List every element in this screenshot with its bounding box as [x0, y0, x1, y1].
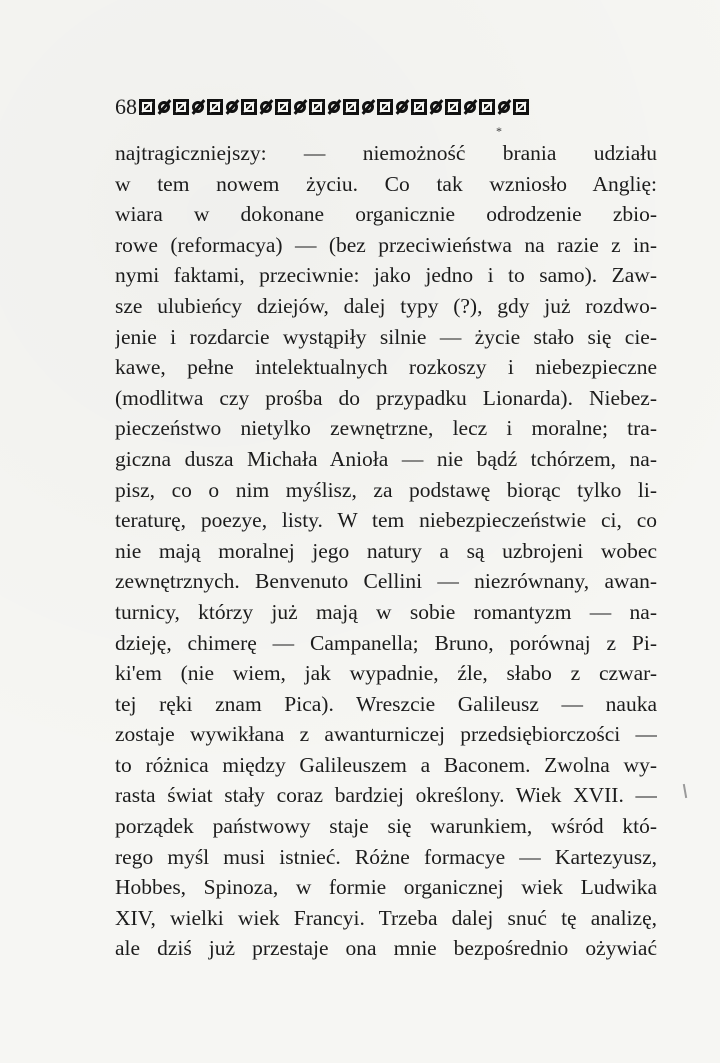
text-line: najtragiczniejszy: — niemożność brania udziału: [115, 141, 657, 165]
text-line: porządek państwowy staje się warunkiem, wśród któ-: [115, 814, 657, 839]
body-text: [115, 138, 657, 964]
box-ornament-icon: [309, 99, 325, 115]
slash-ornament-icon: [497, 99, 511, 115]
slash-ornament-icon: [463, 99, 477, 115]
page-number: 68: [115, 94, 137, 119]
text-line: pieczeństwo nietylko zewnętrzne, lecz i moralne; tra-: [115, 416, 657, 441]
text-line: to różnica między Galileuszem a Baconem. Zwolna wy-: [115, 752, 657, 777]
text-line: teraturę, poezye, listy. W tem niebezpieczeństwie ci, co: [115, 508, 657, 533]
text-line: kawe, pełne intelektualnych rozkoszy i niebezpieczne: [115, 355, 657, 380]
text-line: Hobbes, Spinoza, w formie organicznej wiek Ludwika: [115, 875, 657, 900]
box-ornament-icon: [207, 99, 223, 115]
text-line: ale dziś już przestaje ona mnie bezpośrednio ożywiać: [115, 936, 657, 961]
slash-ornament-icon: [361, 99, 375, 115]
slash-ornament-icon: [225, 99, 239, 115]
text-line: giczna dusza Michała Anioła — nie bądź tchórzem, na-: [115, 446, 657, 471]
header-ornament-band: [139, 99, 529, 115]
page-header: [115, 94, 529, 120]
text-line: dzieję, chimerę — Campanella; Bruno, porównaj z Pi-: [115, 630, 657, 655]
text-line: wiara w dokonane organicznie odrodzenie zbio-: [115, 202, 657, 227]
text-line: turnicy, którzy już mają w sobie romantyzm — na-: [115, 599, 657, 624]
text-line: sze ulubieńcy dziejów, dalej typy (?), gdy już rozdwo-: [115, 293, 657, 318]
slash-ornament-icon: [327, 99, 341, 115]
slash-ornament-icon: [157, 99, 171, 115]
box-ornament-icon: [479, 99, 495, 115]
box-ornament-icon: [173, 99, 189, 115]
slash-ornament-icon: [395, 99, 409, 115]
text-line: pisz, co o nim myślisz, za podstawę biorąc tylko li-: [115, 477, 657, 502]
box-ornament-icon: [513, 99, 529, 115]
text-line: nie mają moralnej jego natury a są uzbrojeni wobec: [115, 538, 657, 563]
box-ornament-icon: [139, 99, 155, 115]
box-ornament-icon: [241, 99, 257, 115]
text-line: (modlitwa czy prośba do przypadku Lionarda). Niebez-: [115, 385, 657, 410]
text-line: rego myśl musi istnieć. Różne formacye — Kartezyusz,: [115, 844, 657, 869]
text-line: tej ręki znam Pica). Wreszcie Galileusz — nauka: [115, 691, 657, 716]
text-line: jenie i rozdarcie wystąpiły silnie — życie stało się cie-: [115, 324, 657, 349]
asterisk-mark: *: [496, 124, 502, 138]
slash-ornament-icon: [429, 99, 443, 115]
text-line: ki'em (nie wiem, jak wypadnie, źle, słabo z czwar-: [115, 661, 657, 686]
margin-pencil-mark: [683, 784, 687, 798]
box-ornament-icon: [275, 99, 291, 115]
text-line: w tem nowem życiu. Co tak wzniosło Anglię:: [115, 171, 657, 196]
text-line: zewnętrznych. Benvenuto Cellini — niezrównany, awan-: [115, 569, 657, 594]
text-line: XIV, wielki wiek Francyi. Trzeba dalej snuć tę analizę,: [115, 905, 657, 930]
slash-ornament-icon: [293, 99, 307, 115]
slash-ornament-icon: [191, 99, 205, 115]
text-line: nymi faktami, przeciwnie: jako jedno i to samo). Zaw-: [115, 263, 657, 288]
text-line: zostaje wywikłana z awanturniczej przedsiębiorczości —: [115, 722, 657, 747]
box-ornament-icon: [343, 99, 359, 115]
text-line: rowe (reformacya) — (bez przeciwieństwa na razie z in-: [115, 232, 657, 257]
slash-ornament-icon: [259, 99, 273, 115]
text-line: rasta świat stały coraz bardziej określony. Wiek XVII. —: [115, 783, 657, 808]
box-ornament-icon: [411, 99, 427, 115]
box-ornament-icon: [377, 99, 393, 115]
box-ornament-icon: [445, 99, 461, 115]
